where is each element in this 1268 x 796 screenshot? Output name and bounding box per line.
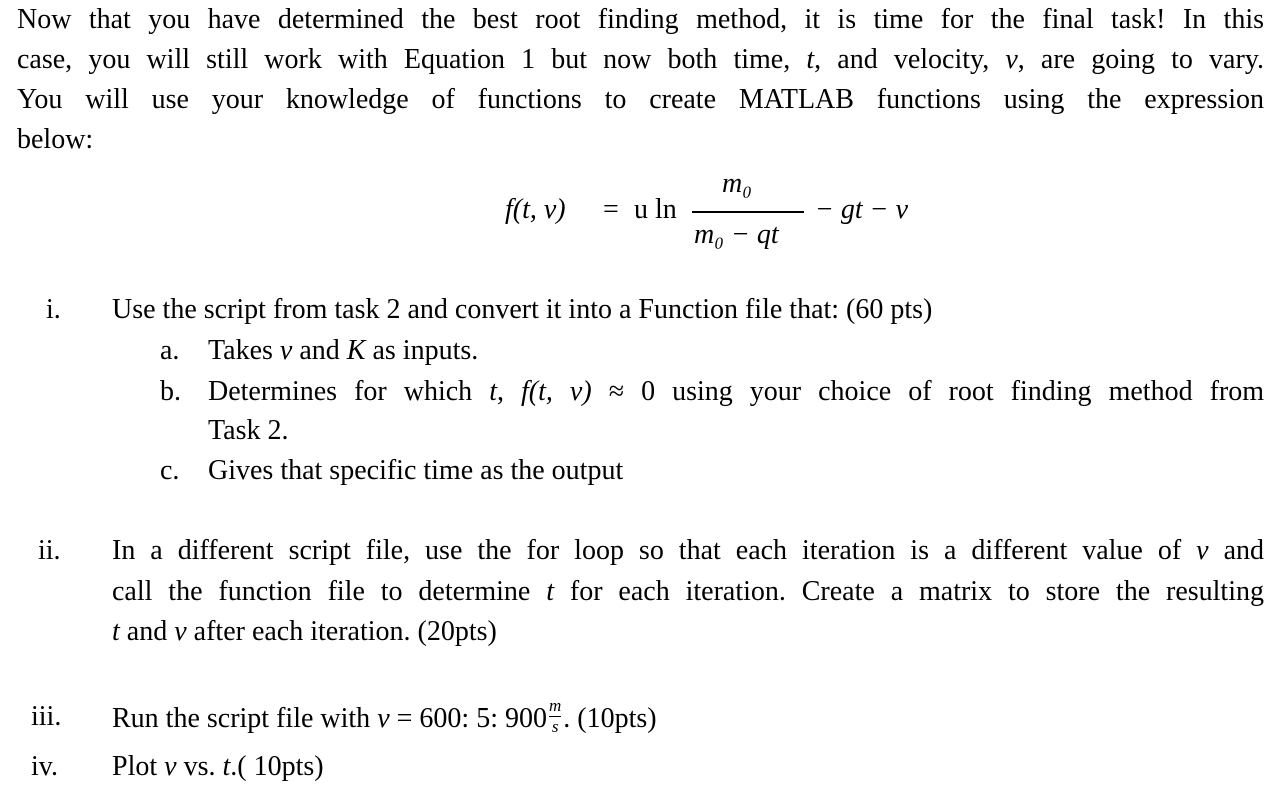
item-iii-marker: iii. [31,701,62,732]
item-ii-marker: ii. [38,535,61,566]
intro-line-2: case, you will still work with Equation 1 but now both time, t, and velocity, v, are going to vary. [17,44,1264,75]
item-i-marker: i. [46,294,61,325]
equation-numerator: m₀ [722,168,752,199]
item-i-text: Use the script from task 2 and convert it into a Function file that: (60 pts) [112,294,933,325]
equation-fraction-bar [692,211,804,213]
item-i-b-text-line2: Task 2. [208,415,289,446]
item-ii-line-3: t and v after each iteration. (20pts) [112,616,497,647]
item-i-b-text: Determines for which t, f(t, v) ≈ 0 using your choice of root finding method from [208,376,1265,407]
item-i-a-text: Takes v and K as inputs. [208,335,479,366]
equation-u-ln: u ln [634,194,677,225]
unit-fraction: $\frac{m}{s}$ [548,696,562,736]
item-i-a-marker: a. [160,335,180,366]
item-iii-text: Run the script file with v = 600: 5: $900 \frac{m}{s}$. (10pts) [112,696,657,736]
item-i-c-marker: c. [160,455,180,486]
item-i-c-text: Gives that specific time as the output [208,455,624,486]
equation-rest: − gt − v [815,194,908,225]
item-ii-line-2: call the function file to determine t for each iteration. Create a matrix to store the resulting [112,576,1264,607]
equation-equals: = [603,194,619,225]
intro-line-1: Now that you have determined the best root finding method, it is time for the final task! In this [17,4,1264,35]
intro-paragraph [17,0,1264,160]
item-ii-line-1: In a different script file, use the for loop so that each iteration is a different value of v and [112,535,1265,566]
item-iv-marker: iv. [31,751,58,782]
item-i-b-marker: b. [160,376,181,407]
equation-denominator: m₀ − qt [694,219,779,250]
equation-lhs: f(t, v) [505,194,566,225]
intro-line-4: below: [17,124,94,155]
item-iv-text: Plot v vs. t.( 10pts) [112,751,324,782]
intro-line-3: You will use your knowledge of functions to create MATLAB functions using the expression [17,84,1264,115]
